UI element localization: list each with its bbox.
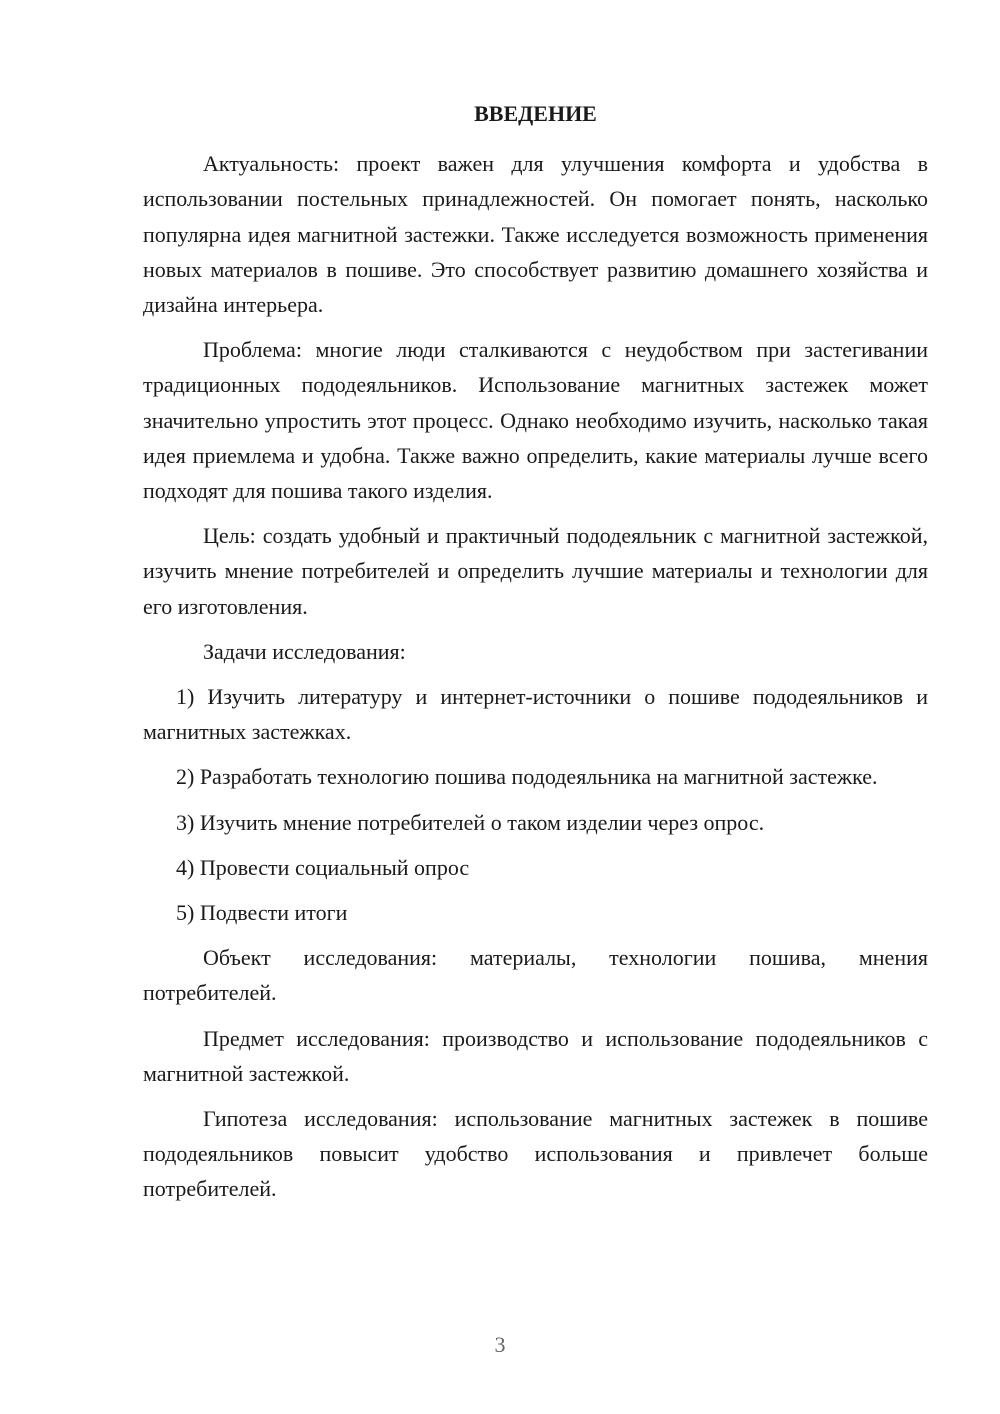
document-page	[143, 96, 928, 1217]
list-item-task-4: 4) Провести социальный опрос	[176, 854, 470, 880]
list-item-task-1: 1) Изучить литературу и интернет-источники о пошиве пододеяльников и магнитных застежках.	[143, 684, 928, 745]
paragraph-goal: Цель: создать удобный и практичный пододеяльник с магнитной застежкой, изучить мнение потребителей и определить лучшие материалы и технологии для его изготовления.	[143, 523, 928, 619]
page-number: 3	[494, 1332, 506, 1357]
paragraph-problem: Проблема: многие люди сталкиваются с неудобством при застегивании традиционных пододеяльников. Использование магнитных застежек может значительно упростить этот процесс. Однако необходимо изучить, насколько такая идея приемлема и удобна. Также важно определить, какие материалы лучше всего подходят для пошива такого изделия.	[143, 337, 928, 504]
list-item-task-5: 5) Подвести итоги	[176, 900, 348, 926]
page-title: ВВЕДЕНИЕ	[474, 101, 597, 126]
paragraph-object: Объект исследования: материалы, технологии пошива, мнения потребителей.	[143, 945, 928, 1006]
tasks-heading: Задачи исследования:	[203, 638, 406, 664]
paragraph-hypothesis: Гипотеза исследования: использование магнитных застежек в пошиве пододеяльников повысит удобство использования и привлечет больше потребителей.	[143, 1106, 928, 1202]
list-item-task-3: 3) Изучить мнение потребителей о таком изделии через опрос.	[176, 809, 765, 835]
paragraph-subject: Предмет исследования: производство и использование пододеяльников с магнитной застежкой.	[143, 1025, 928, 1086]
list-item-task-2: 2) Разработать технологию пошива пододеяльника на магнитной застежке.	[176, 764, 878, 790]
paragraph-relevance: Актуальность: проект важен для улучшения комфорта и удобства в использовании постельных принадлежностей. Он помогает понять, насколько популярна идея магнитной застежки. Также исследуется возможность применения новых материалов в пошиве. Это способствует развитию домашнего хозяйства и дизайна интерьера.	[143, 151, 928, 318]
